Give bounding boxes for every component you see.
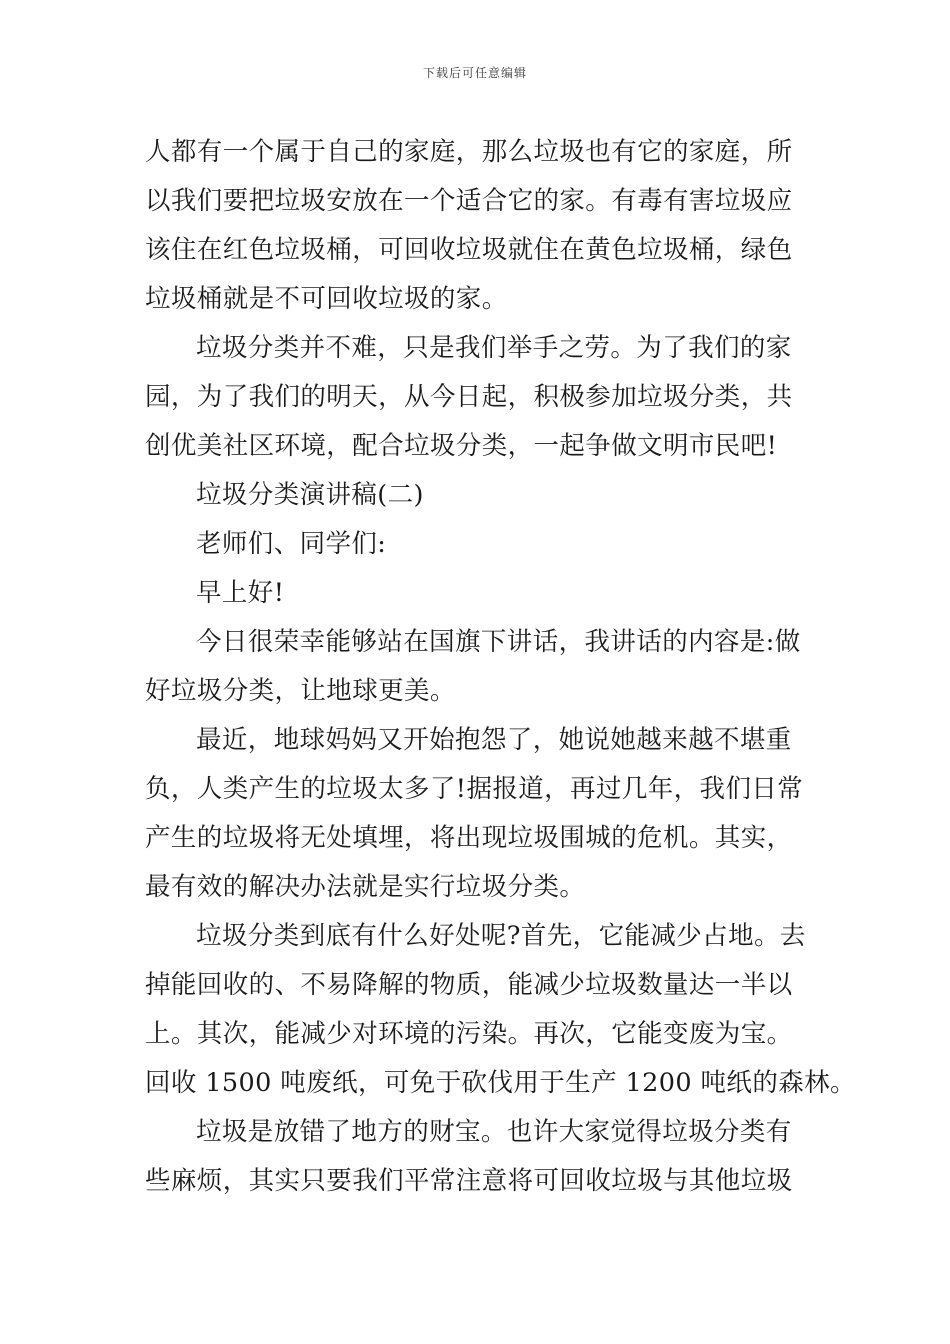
text-line: 人都有一个属于自己的家庭，那么垃圾也有它的家庭，所 [145,137,793,167]
text-line: 创优美社区环境，配合垃圾分类，一起争做文明市民吧! [145,431,778,461]
text-line: 垃圾分类到底有什么好处呢?首先，它能减少占地。去 [196,921,806,951]
text-line: 回收 1500 吨废纸，可免于砍伐用于生产 1200 吨纸的森林。 [145,1068,856,1098]
text-line: 以我们要把垃圾安放在一个适合它的家。有毒有害垃圾应 [145,186,793,216]
text-line: 垃圾是放错了地方的财宝。也许大家觉得垃圾分类有 [196,1117,792,1147]
text-line: 负，人类产生的垃圾太多了!据报道，再过几年，我们日常 [145,774,804,804]
text-line: 最有效的解决办法就是实行垃圾分类。 [145,872,586,902]
text-line: 最近，地球妈妈又开始抱怨了，她说她越来越不堪重 [196,725,792,755]
text-line: 今日很荣幸能够站在国旗下讲话，我讲话的内容是:做 [196,627,801,657]
greeting: 早上好! [196,578,285,608]
text-line: 好垃圾分类，让地球更美。 [145,676,456,706]
text-line: 产生的垃圾将无处填埋，将出现垃圾围城的危机。其实， [145,823,793,853]
text-line: 园，为了我们的明天，从今日起，积极参加垃圾分类，共 [145,382,793,412]
header-note: 下载后可任意编辑 [422,66,527,80]
text-line: 上。其次，能减少对环境的污染。再次，它能变废为宝。 [145,1019,793,1049]
text-line: 垃圾分类并不难，只是我们举手之劳。为了我们的家 [196,333,792,363]
document-body [145,128,856,1206]
text-line: 垃圾桶就是不可回收垃圾的家。 [145,284,508,314]
salutation: 老师们、同学们: [196,529,387,559]
text-line: 掉能回收的、不易降解的物质，能减少垃圾数量达一半以 [145,970,793,1000]
text-line: 些麻烦，其实只要我们平常注意将可回收垃圾与其他垃圾 [145,1166,793,1196]
section-title: 垃圾分类演讲稿(二) [196,480,424,510]
text-line: 该住在红色垃圾桶，可回收垃圾就住在黄色垃圾桶，绿色 [145,235,793,265]
